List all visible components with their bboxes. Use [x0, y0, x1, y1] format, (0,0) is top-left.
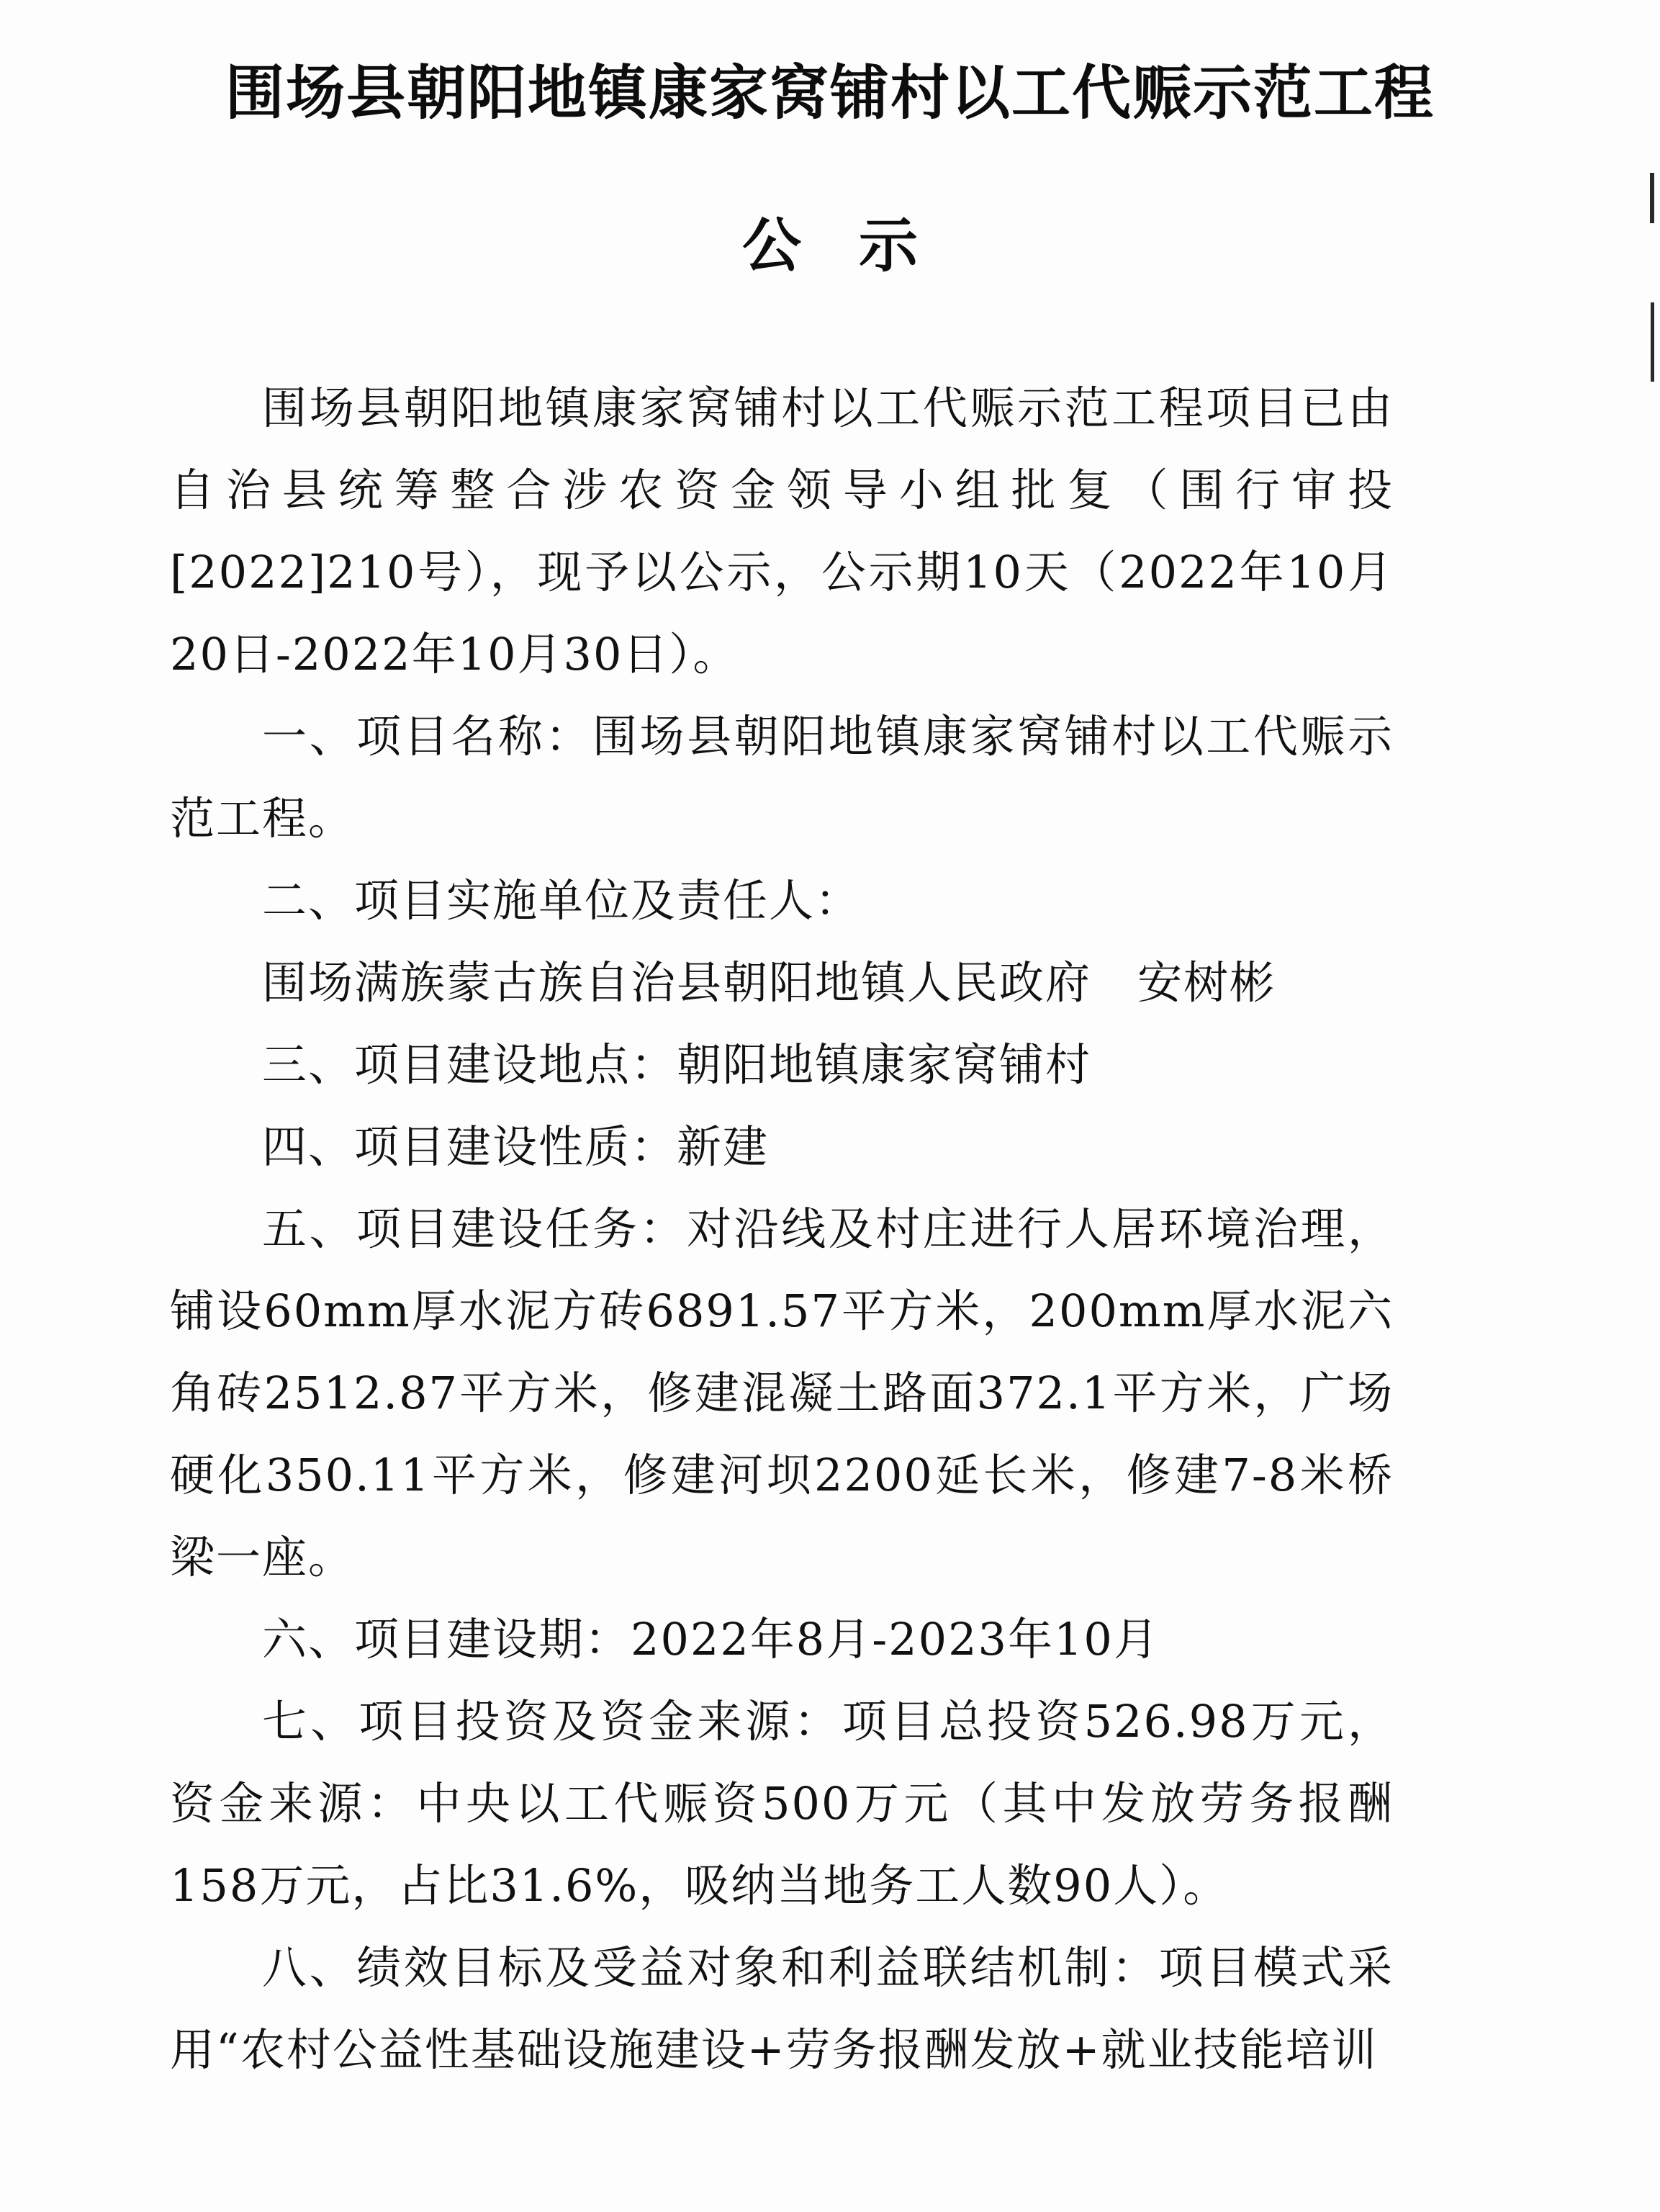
paragraph-performance: 八、绩效目标及受益对象和利益联结机制：项目模式采用“农村公益性基础设施建设+劳务报酬发放+就业技能培训: [170, 1941, 1394, 2076]
document-subtitle: 公示: [741, 211, 975, 280]
paragraph-intro: 围场县朝阳地镇康家窝铺村以工代赈示范工程项目已由自治县统筹整合涉农资金领导小组批复（围行审投[2022]210号），现予以公示，公示期10天（2022年10月20日-2022年10月30日）。: [170, 382, 1394, 680]
paragraph-tasks: 五、项目建设任务：对沿线及村庄进行人居环境治理，铺设60mm厚水泥方砖6891.57平方米，200mm厚水泥六角砖2512.87平方米，修建混凝土路面372.1平方米，广场硬化350.11平方米，修建河坝2200延长米，修建7-8米桥梁一座。: [170, 1202, 1394, 1583]
paragraph-project-name: 一、项目名称：围场县朝阳地镇康家窝铺村以工代赈示范工程。: [170, 710, 1394, 845]
scan-edge-mark: [1651, 302, 1654, 382]
paragraph-nature: 四、项目建设性质：新建: [262, 1120, 770, 1173]
paragraph-location: 三、项目建设地点：朝阳地镇康家窝铺村: [262, 1038, 1092, 1091]
document-body: [170, 367, 1394, 2091]
document-title: 围场县朝阳地镇康家窝铺村以工代赈示范工程: [225, 58, 1435, 127]
paragraph-period: 六、项目建设期：2022年8月-2023年10月: [262, 1613, 1160, 1665]
paragraph-implementing-unit: 二、项目实施单位及责任人：: [262, 874, 862, 927]
scan-edge-mark: [1650, 173, 1654, 223]
paragraph-investment: 七、项目投资及资金来源：项目总投资526.98万元，资金来源：中央以工代赈资500万元（其中发放劳务报酬158万元，占比31.6%，吸纳当地务工人数90人）。: [170, 1695, 1394, 1912]
paragraph-unit-and-person: 围场满族蒙古族自治县朝阳地镇人民政府 安树彬: [262, 956, 1276, 1009]
